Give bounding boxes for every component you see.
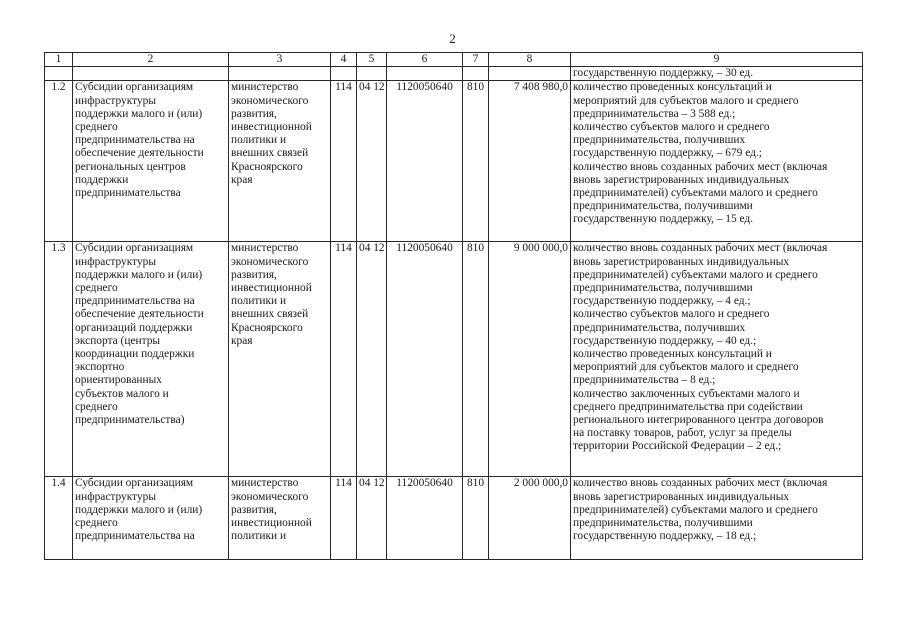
expected-result: количество вновь созданных рабочих мест (включая вновь зарегистрированных индивидуальных предпринимателей) субъектами малого и среднего предпринимательства, получившими государственную поддержку, – 18 ед.; [571, 477, 863, 560]
measure-name: Субсидии организациям инфраструктуры поддержки малого и (или) среднего предпринимательства на обеспечение деятельности региональных центров поддержки предпринимательства [73, 81, 229, 242]
rzpr-code: 04 12 [357, 242, 387, 477]
continuation-result: государственную поддержку, – 30 ед. [571, 67, 863, 81]
rzpr-code: 04 12 [357, 477, 387, 560]
header-col-6: 6 [387, 53, 463, 67]
amount: 7 408 980,0 [489, 81, 571, 242]
header-col-8: 8 [489, 53, 571, 67]
page-number: 2 [449, 31, 456, 46]
executor: министерство экономического развития, инвестиционной политики и [229, 477, 331, 560]
amount: 9 000 000,0 [489, 242, 571, 477]
csr-code: 1120050640 [387, 81, 463, 242]
measure-name: Субсидии организациям инфраструктуры поддержки малого и (или) среднего предпринимательства на [73, 477, 229, 560]
csr-code: 1120050640 [387, 242, 463, 477]
header-col-4: 4 [331, 53, 357, 67]
vr-code: 810 [463, 242, 489, 477]
header-col-9: 9 [571, 53, 863, 67]
header-col-3: 3 [229, 53, 331, 67]
header-col-7: 7 [463, 53, 489, 67]
header-row [45, 53, 863, 67]
vr-code: 810 [463, 477, 489, 560]
vr-code: 810 [463, 81, 489, 242]
grbs-code: 114 [331, 81, 357, 242]
measure-name: Субсидии организациям инфраструктуры поддержки малого и (или) среднего предпринимательства на обеспечение деятельности организаций поддержки экспорта (центры координации поддержки экспортно ориентированных субъектов малого и среднего предпринимательства) [73, 242, 229, 477]
table-row [45, 477, 863, 560]
budget-table [44, 52, 863, 560]
table-row [45, 242, 863, 477]
row-number: 1.3 [45, 242, 73, 477]
grbs-code: 114 [331, 242, 357, 477]
continuation-row [45, 67, 863, 81]
expected-result: количество вновь созданных рабочих мест (включая вновь зарегистрированных индивидуальных предпринимателей) субъектами малого и среднего предпринимательства, получившими государственную поддержку, – 4 ед.; количество субъектов малого и среднего предпринимательства, получивших государственную поддержку, – 40 ед.; количество проведенных консультаций и мероприятий для субъектов малого и среднего предпринимательства – 8 ед.; количество заключенных субъектами малого и среднего предпринимательства при содействии регионального интегрированного центра договоров на поставку товаров, работ, услуг за пределы территории Российской Федерации – 2 ед.; [571, 242, 863, 477]
grbs-code: 114 [331, 477, 357, 560]
rzpr-code: 04 12 [357, 81, 387, 242]
executor: министерство экономического развития, инвестиционной политики и внешних связей Красноярского края [229, 81, 331, 242]
header-col-2: 2 [73, 53, 229, 67]
row-number: 1.2 [45, 81, 73, 242]
expected-result: количество проведенных консультаций и мероприятий для субъектов малого и среднего предпринимательства – 3 588 ед.; количество субъектов малого и среднего предпринимательства, получивших государственную поддержку, – 679 ед.; количество вновь созданных рабочих мест (включая вновь зарегистрированных индивидуальных предпринимателей) субъектами малого и среднего предпринимательства, получившими государственную поддержку, – 15 ед. [571, 81, 863, 242]
csr-code: 1120050640 [387, 477, 463, 560]
row-number: 1.4 [45, 477, 73, 560]
table-row [45, 81, 863, 242]
header-col-1: 1 [45, 53, 73, 67]
amount: 2 000 000,0 [489, 477, 571, 560]
executor: министерство экономического развития, инвестиционной политики и внешних связей Красноярского края [229, 242, 331, 477]
header-col-5: 5 [357, 53, 387, 67]
